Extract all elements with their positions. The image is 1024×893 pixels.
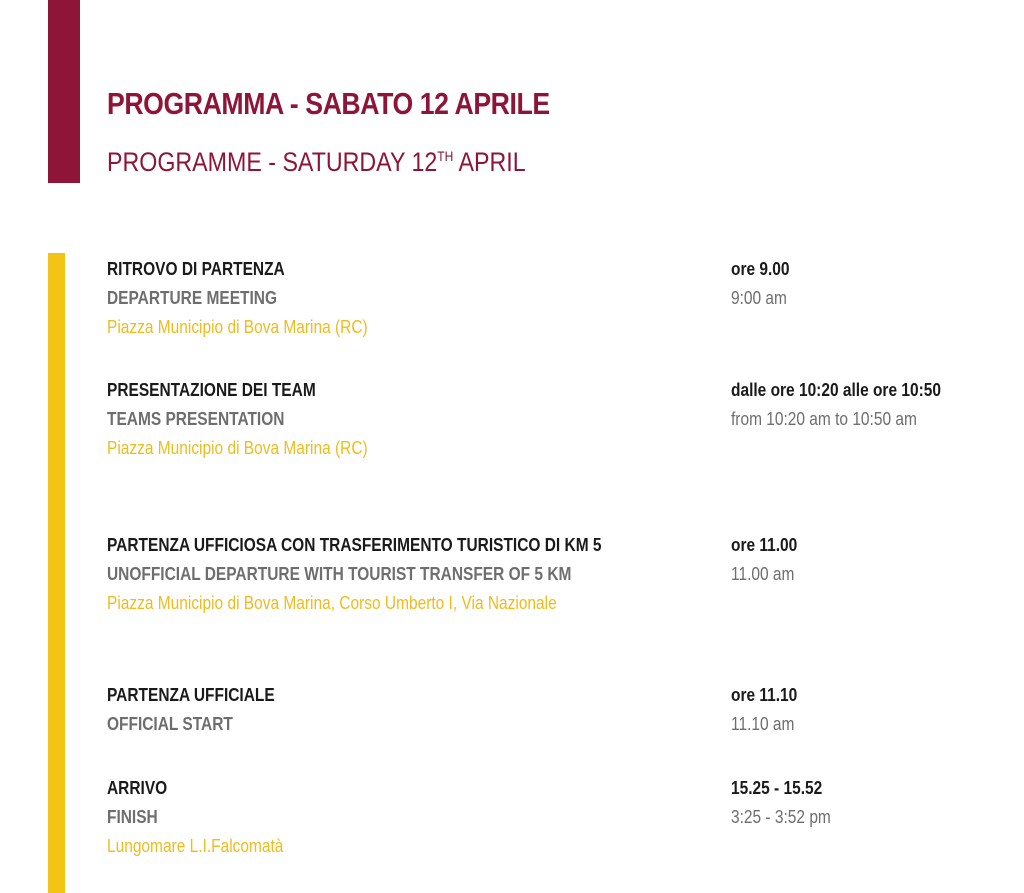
event-label-en: FINISH <box>107 807 158 827</box>
page-title: PROGRAMMA - SABATO 12 APRILE <box>107 86 550 121</box>
subtitle-ordinal: TH <box>437 148 454 164</box>
header-accent-bar <box>48 0 80 183</box>
event-time-it: ore 11.00 <box>731 535 798 555</box>
event-label-it: RITROVO DI PARTENZA <box>107 259 285 279</box>
subtitle-month: APRIL <box>453 147 526 177</box>
event-label-en: DEPARTURE MEETING <box>107 288 278 308</box>
event-time-en: 11.00 am <box>731 564 795 584</box>
event-label-en: TEAMS PRESENTATION <box>107 409 285 429</box>
subtitle-main: PROGRAMME - SATURDAY 12 <box>107 147 438 177</box>
event-label-it: PARTENZA UFFICIALE <box>107 685 275 705</box>
event-time-it: ore 11.10 <box>731 685 798 705</box>
event-place: Piazza Municipio di Bova Marina (RC) <box>107 317 368 337</box>
event-label-it: PRESENTAZIONE DEI TEAM <box>107 380 316 400</box>
event-place: Lungomare L.I.Falcomatà <box>107 836 284 856</box>
event-label-en: UNOFFICIAL DEPARTURE WITH TOURIST TRANSFER OF 5 KM <box>107 564 572 584</box>
event-time-it: ore 9.00 <box>731 259 790 279</box>
event-time-en: 9:00 am <box>731 288 787 308</box>
event-place: Piazza Municipio di Bova Marina, Corso Umberto I, Via Nazionale <box>107 593 557 613</box>
event-time-it: 15.25 - 15.52 <box>731 778 823 798</box>
event-time-en: 11.10 am <box>731 714 795 734</box>
schedule-accent-bar <box>48 253 65 893</box>
event-time-it: dalle ore 10:20 alle ore 10:50 <box>731 380 941 400</box>
page-subtitle <box>107 147 526 178</box>
event-label-it: ARRIVO <box>107 778 168 798</box>
event-time-en: 3:25 - 3:52 pm <box>731 807 831 827</box>
event-place: Piazza Municipio di Bova Marina (RC) <box>107 438 368 458</box>
event-label-en: OFFICIAL START <box>107 714 233 734</box>
event-time-en: from 10:20 am to 10:50 am <box>731 409 917 429</box>
event-label-it: PARTENZA UFFICIOSA CON TRASFERIMENTO TURISTICO DI KM 5 <box>107 535 602 555</box>
